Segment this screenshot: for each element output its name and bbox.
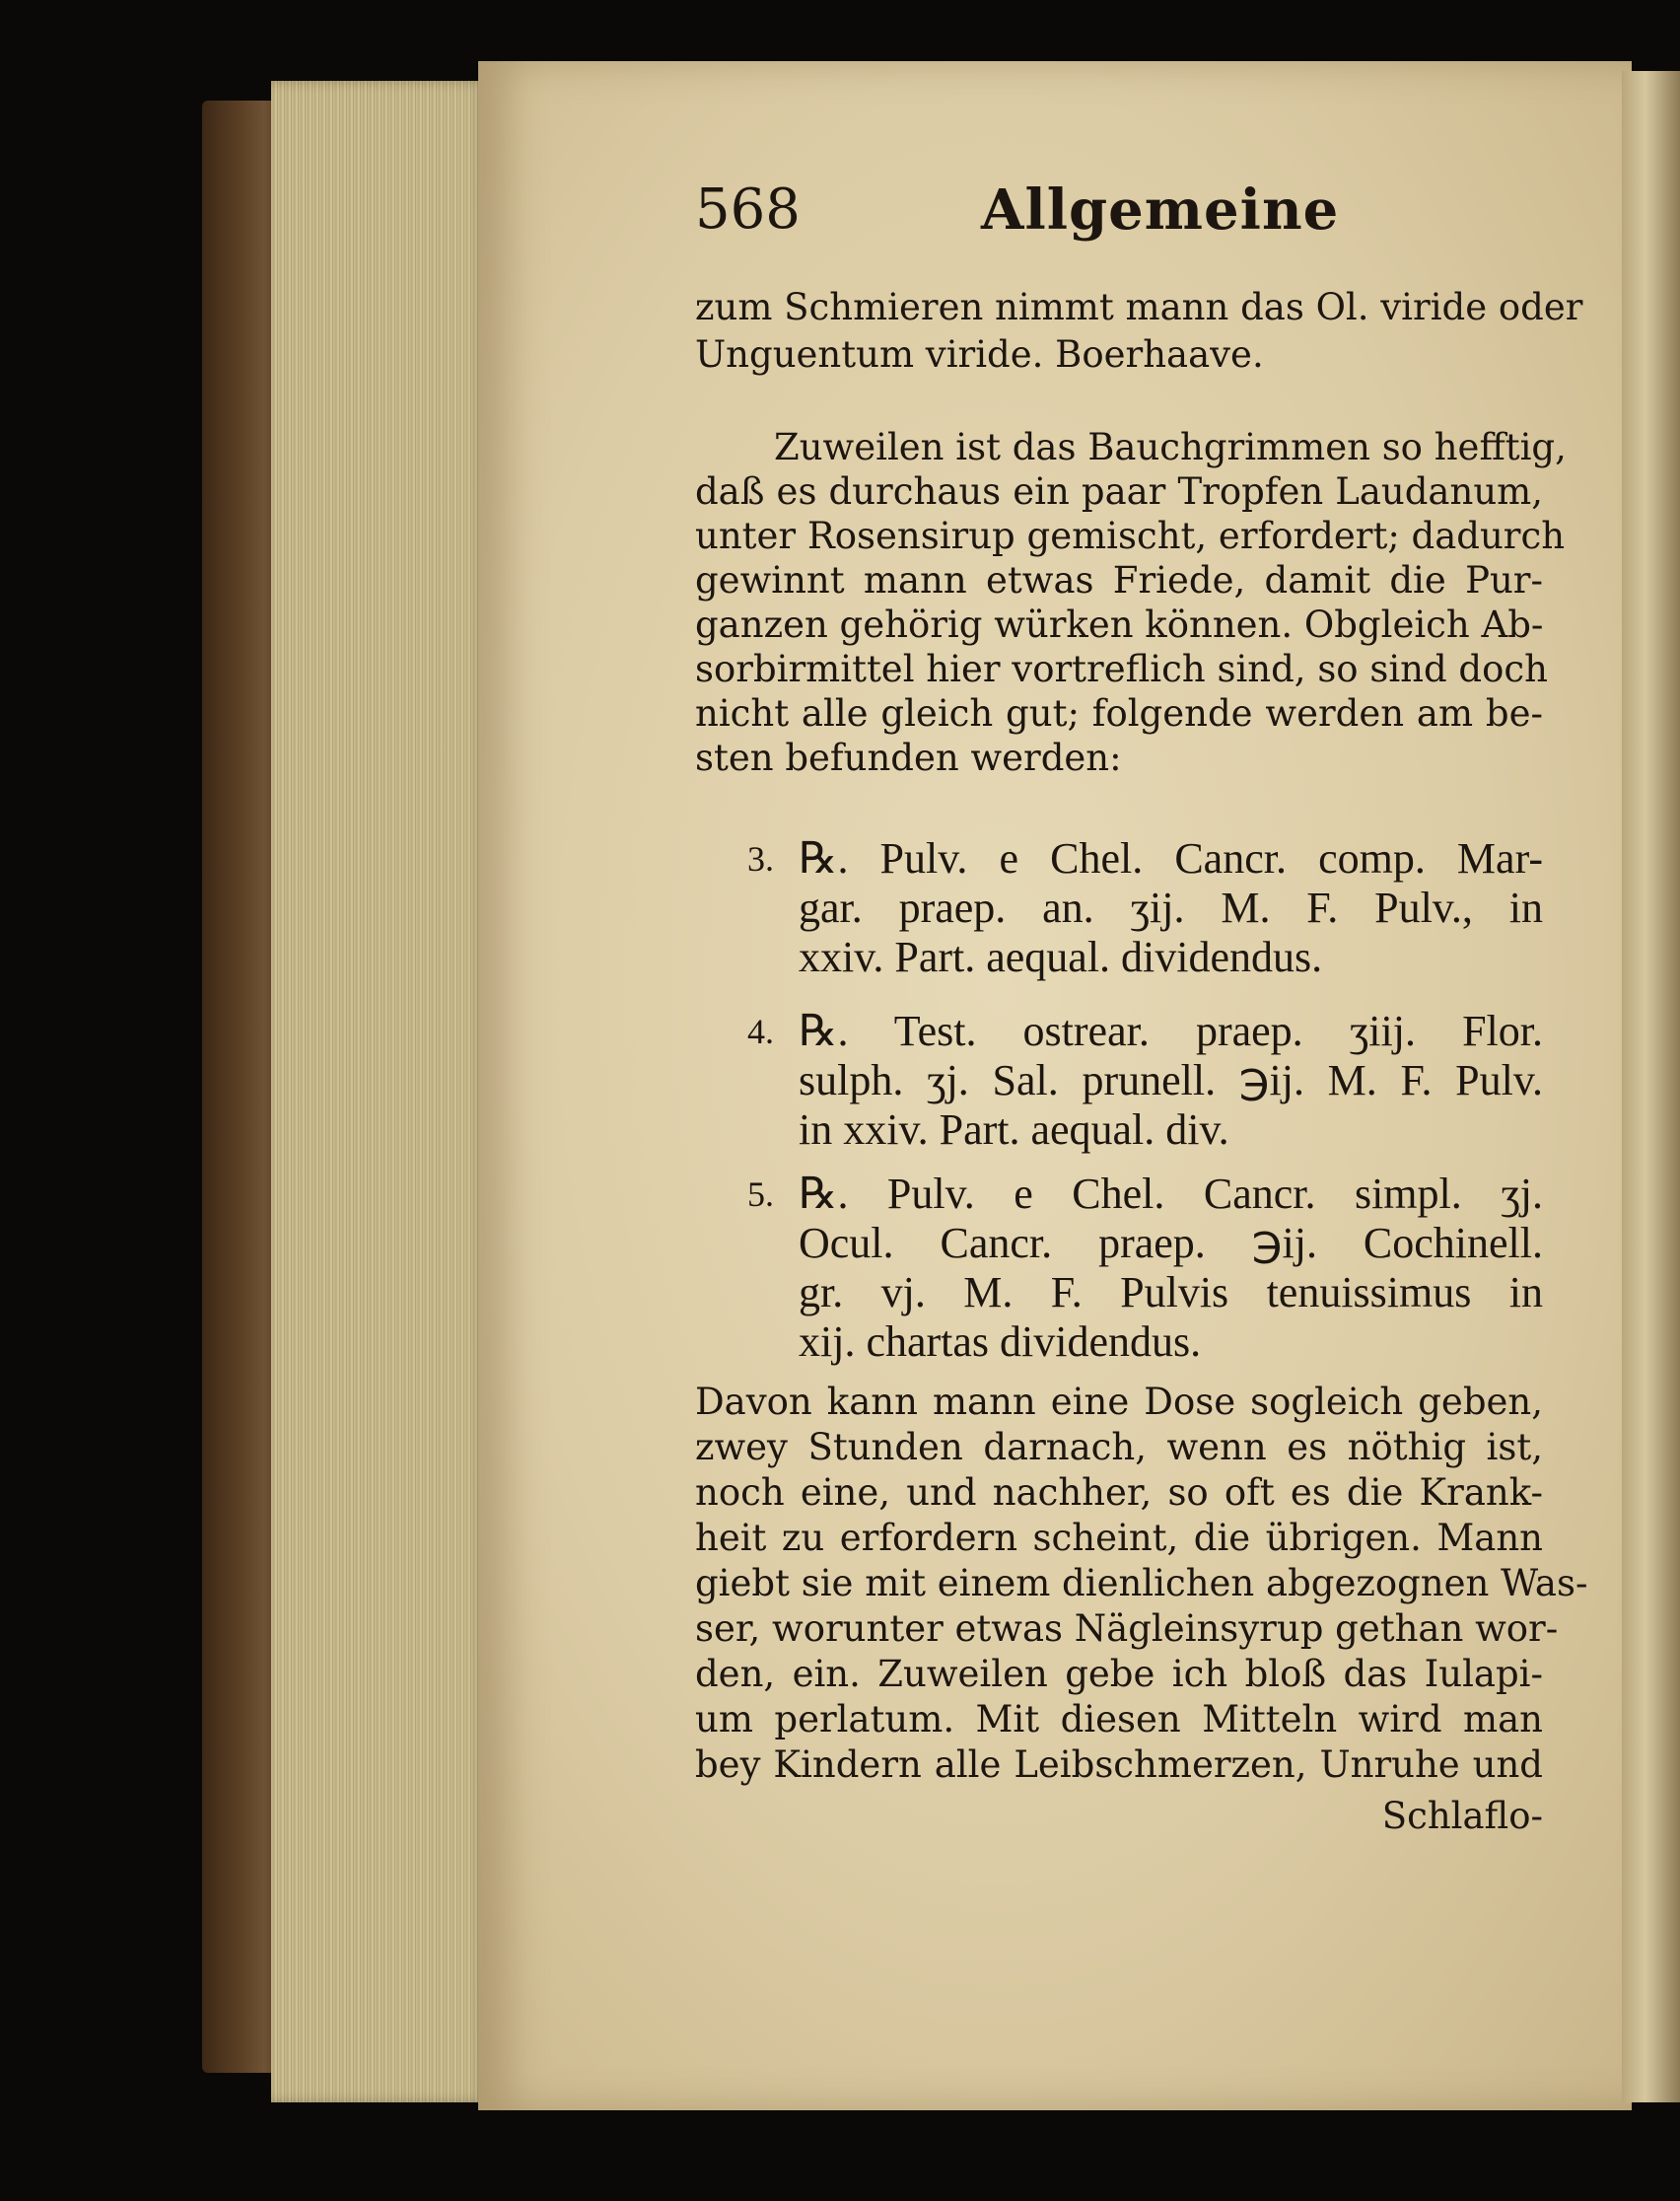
text-line: gewinnt mann etwas Friede, damit die Pur- [695,559,1543,602]
text-line: noch eine, und nachher, so oft es die Krank- [695,1471,1543,1514]
recipe-line: sulph. ʒj. Sal. prunell. ℈ij. M. F. Pulv. [799,1056,1543,1104]
recipe-line: in xxiv. Part. aequal. div. [799,1105,1229,1154]
recipe-number: 5. [747,1174,774,1214]
recipe-line: gar. praep. an. ʒij. M. F. Pulv., in [799,884,1543,932]
text-line: Unguentum viride. Boerhaave. [695,333,1264,376]
text-line: unter Rosensirup gemischt, erfordert; dadurch [695,515,1566,557]
catchword: Schlaflo- [1381,1795,1543,1837]
recipe-line: ℞. Pulv. e Chel. Cancr. simpl. ʒj. [799,1170,1543,1218]
page-number: 568 [695,178,801,242]
text-line: ganzen gehörig würken können. Obgleich Ab- [695,604,1544,646]
recipe-line: gr. vj. M. F. Pulvis tenuissimus in [799,1268,1543,1316]
running-head: Allgemeine [981,178,1340,243]
recipe-number: 3. [747,839,774,879]
text-line: den, ein. Zuweilen gebe ich bloß das Iulapi- [695,1653,1543,1695]
recipe-number: 4. [747,1012,774,1051]
text-line: bey Kindern alle Leibschmerzen, Unruhe und [695,1743,1543,1786]
text-line: sorbirmittel hier vortreflich sind, so sind doch [695,648,1548,690]
recipe-line: xij. chartas dividendus. [799,1317,1202,1366]
recipe-line: xxiv. Part. aequal. dividendus. [799,933,1323,981]
text-line: um perlatum. Mit diesen Mitteln wird man [695,1698,1543,1740]
page-edges [271,81,488,2102]
text-line: zwey Stunden darnach, wenn es nöthig ist, [695,1426,1543,1468]
text-line: daß es durchaus ein paar Tropfen Laudanum, [695,470,1543,513]
text-line: Davon kann mann eine Dose sogleich geben, [695,1381,1543,1423]
page-header [695,178,1340,256]
text-line: sten befunden werden: [695,737,1122,779]
recipe-line: Ocul. Cancr. praep. ℈ij. Cochinell. [799,1219,1543,1267]
text-line: nicht alle gleich gut; folgende werden am be- [695,692,1543,735]
facing-page-edge [1622,71,1680,2102]
text-line: giebt sie mit einem dienlichen abgezognen Was- [695,1562,1588,1604]
text-line: ser, worunter etwas Nägleinsyrup gethan wor- [695,1607,1559,1650]
text-line: Zuweilen ist das Bauchgrimmen so hefftig, [774,426,1567,468]
recipe-line: ℞. Test. ostrear. praep. ʒiij. Flor. [799,1007,1543,1055]
recipe-line: ℞. Pulv. e Chel. Cancr. comp. Mar- [799,834,1543,883]
text-line: heit zu erfordern scheint, die übrigen. Mann [695,1517,1543,1559]
text-line: zum Schmieren nimmt mann das Ol. viride oder [695,286,1583,328]
